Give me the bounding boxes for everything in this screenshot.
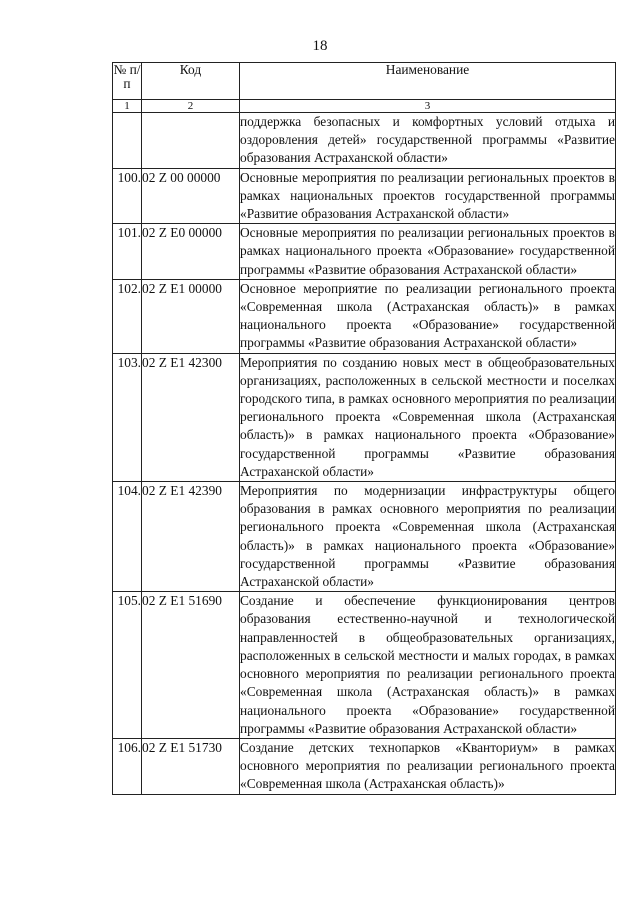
row-number: 105.: [113, 592, 142, 739]
table-row: [113, 113, 616, 169]
table-header-row: [113, 63, 616, 100]
row-code: 02 Z E0 00000: [142, 224, 240, 280]
row-name: Мероприятия по модернизации инфраструктуры общего образования в рамках основного мероприятия по реализации регионального проекта «Современная школа (Астраханская область)» в рамках национального проекта «Образование» государственной программы «Развитие образования Астраханской области»: [240, 482, 616, 592]
row-number: 104.: [113, 482, 142, 592]
page-number: 18: [312, 38, 328, 54]
row-name: Создание и обеспечение функционирования центров образования естественно-научной и технологической направленностей в общеобразовательных организациях, расположенных в сельской местности и малых городах, в рамках основного мероприятия по реализации регионального проекта «Современная школа (Астраханская область)» в рамках национального проекта «Образование» государственной программы «Развитие образования Астраханской области»: [240, 592, 616, 739]
row-number: 106.: [113, 738, 142, 794]
column-number: 1: [113, 100, 142, 113]
row-name: Основные мероприятия по реализации региональных проектов в рамках национальных проектов государственной программы «Развитие образования Астраханской области»: [240, 168, 616, 224]
budget-classification-table: [112, 62, 616, 795]
row-code: 02 Z 00 00000: [142, 168, 240, 224]
table-row: [113, 224, 616, 280]
header-code: Код: [142, 63, 240, 100]
row-code: 02 Z E1 51690: [142, 592, 240, 739]
table-row: [113, 168, 616, 224]
row-code: [142, 113, 240, 169]
header-name: Наименование: [240, 63, 616, 100]
table-row: [113, 738, 616, 794]
table-row: [113, 592, 616, 739]
row-number: 101.: [113, 224, 142, 280]
row-number: 103.: [113, 353, 142, 481]
table-row: [113, 279, 616, 353]
row-number: 102.: [113, 279, 142, 353]
row-code: 02 Z E1 51730: [142, 738, 240, 794]
row-name: Мероприятия по созданию новых мест в общеобразовательных организациях, расположенных в сельской местности и поселках городского типа, в рамках основного мероприятия по реализации регионального проекта «Современная школа (Астраханская область)» в рамках национального проекта «Образование» государственной программы «Развитие образования Астраханской области»: [240, 353, 616, 481]
header-num: № п/п: [113, 63, 142, 100]
row-code: 02 Z E1 42390: [142, 482, 240, 592]
column-number-row: [113, 100, 616, 113]
row-name: Основное мероприятие по реализации регионального проекта «Современная школа (Астраханская область)» в рамках национального проекта «Образование» государственной программы «Развитие образования Астраханской области»: [240, 279, 616, 353]
row-name: Создание детских технопарков «Кванториум» в рамках основного мероприятия по реализации регионального проекта «Современная школа (Астраханская область)»: [240, 738, 616, 794]
column-number: 2: [142, 100, 240, 113]
row-code: 02 Z E1 00000: [142, 279, 240, 353]
table-row: [113, 482, 616, 592]
row-name: Основные мероприятия по реализации региональных проектов в рамках национального проекта «Образование» государственной программы «Развитие образования Астраханской области»: [240, 224, 616, 280]
table-row: [113, 353, 616, 481]
row-code: 02 Z E1 42300: [142, 353, 240, 481]
row-number: [113, 113, 142, 169]
row-number: 100.: [113, 168, 142, 224]
row-name: поддержка безопасных и комфортных условий отдыха и оздоровления детей» государственной программы «Развитие образования Астраханской области»: [240, 113, 616, 169]
column-number: 3: [240, 100, 616, 113]
